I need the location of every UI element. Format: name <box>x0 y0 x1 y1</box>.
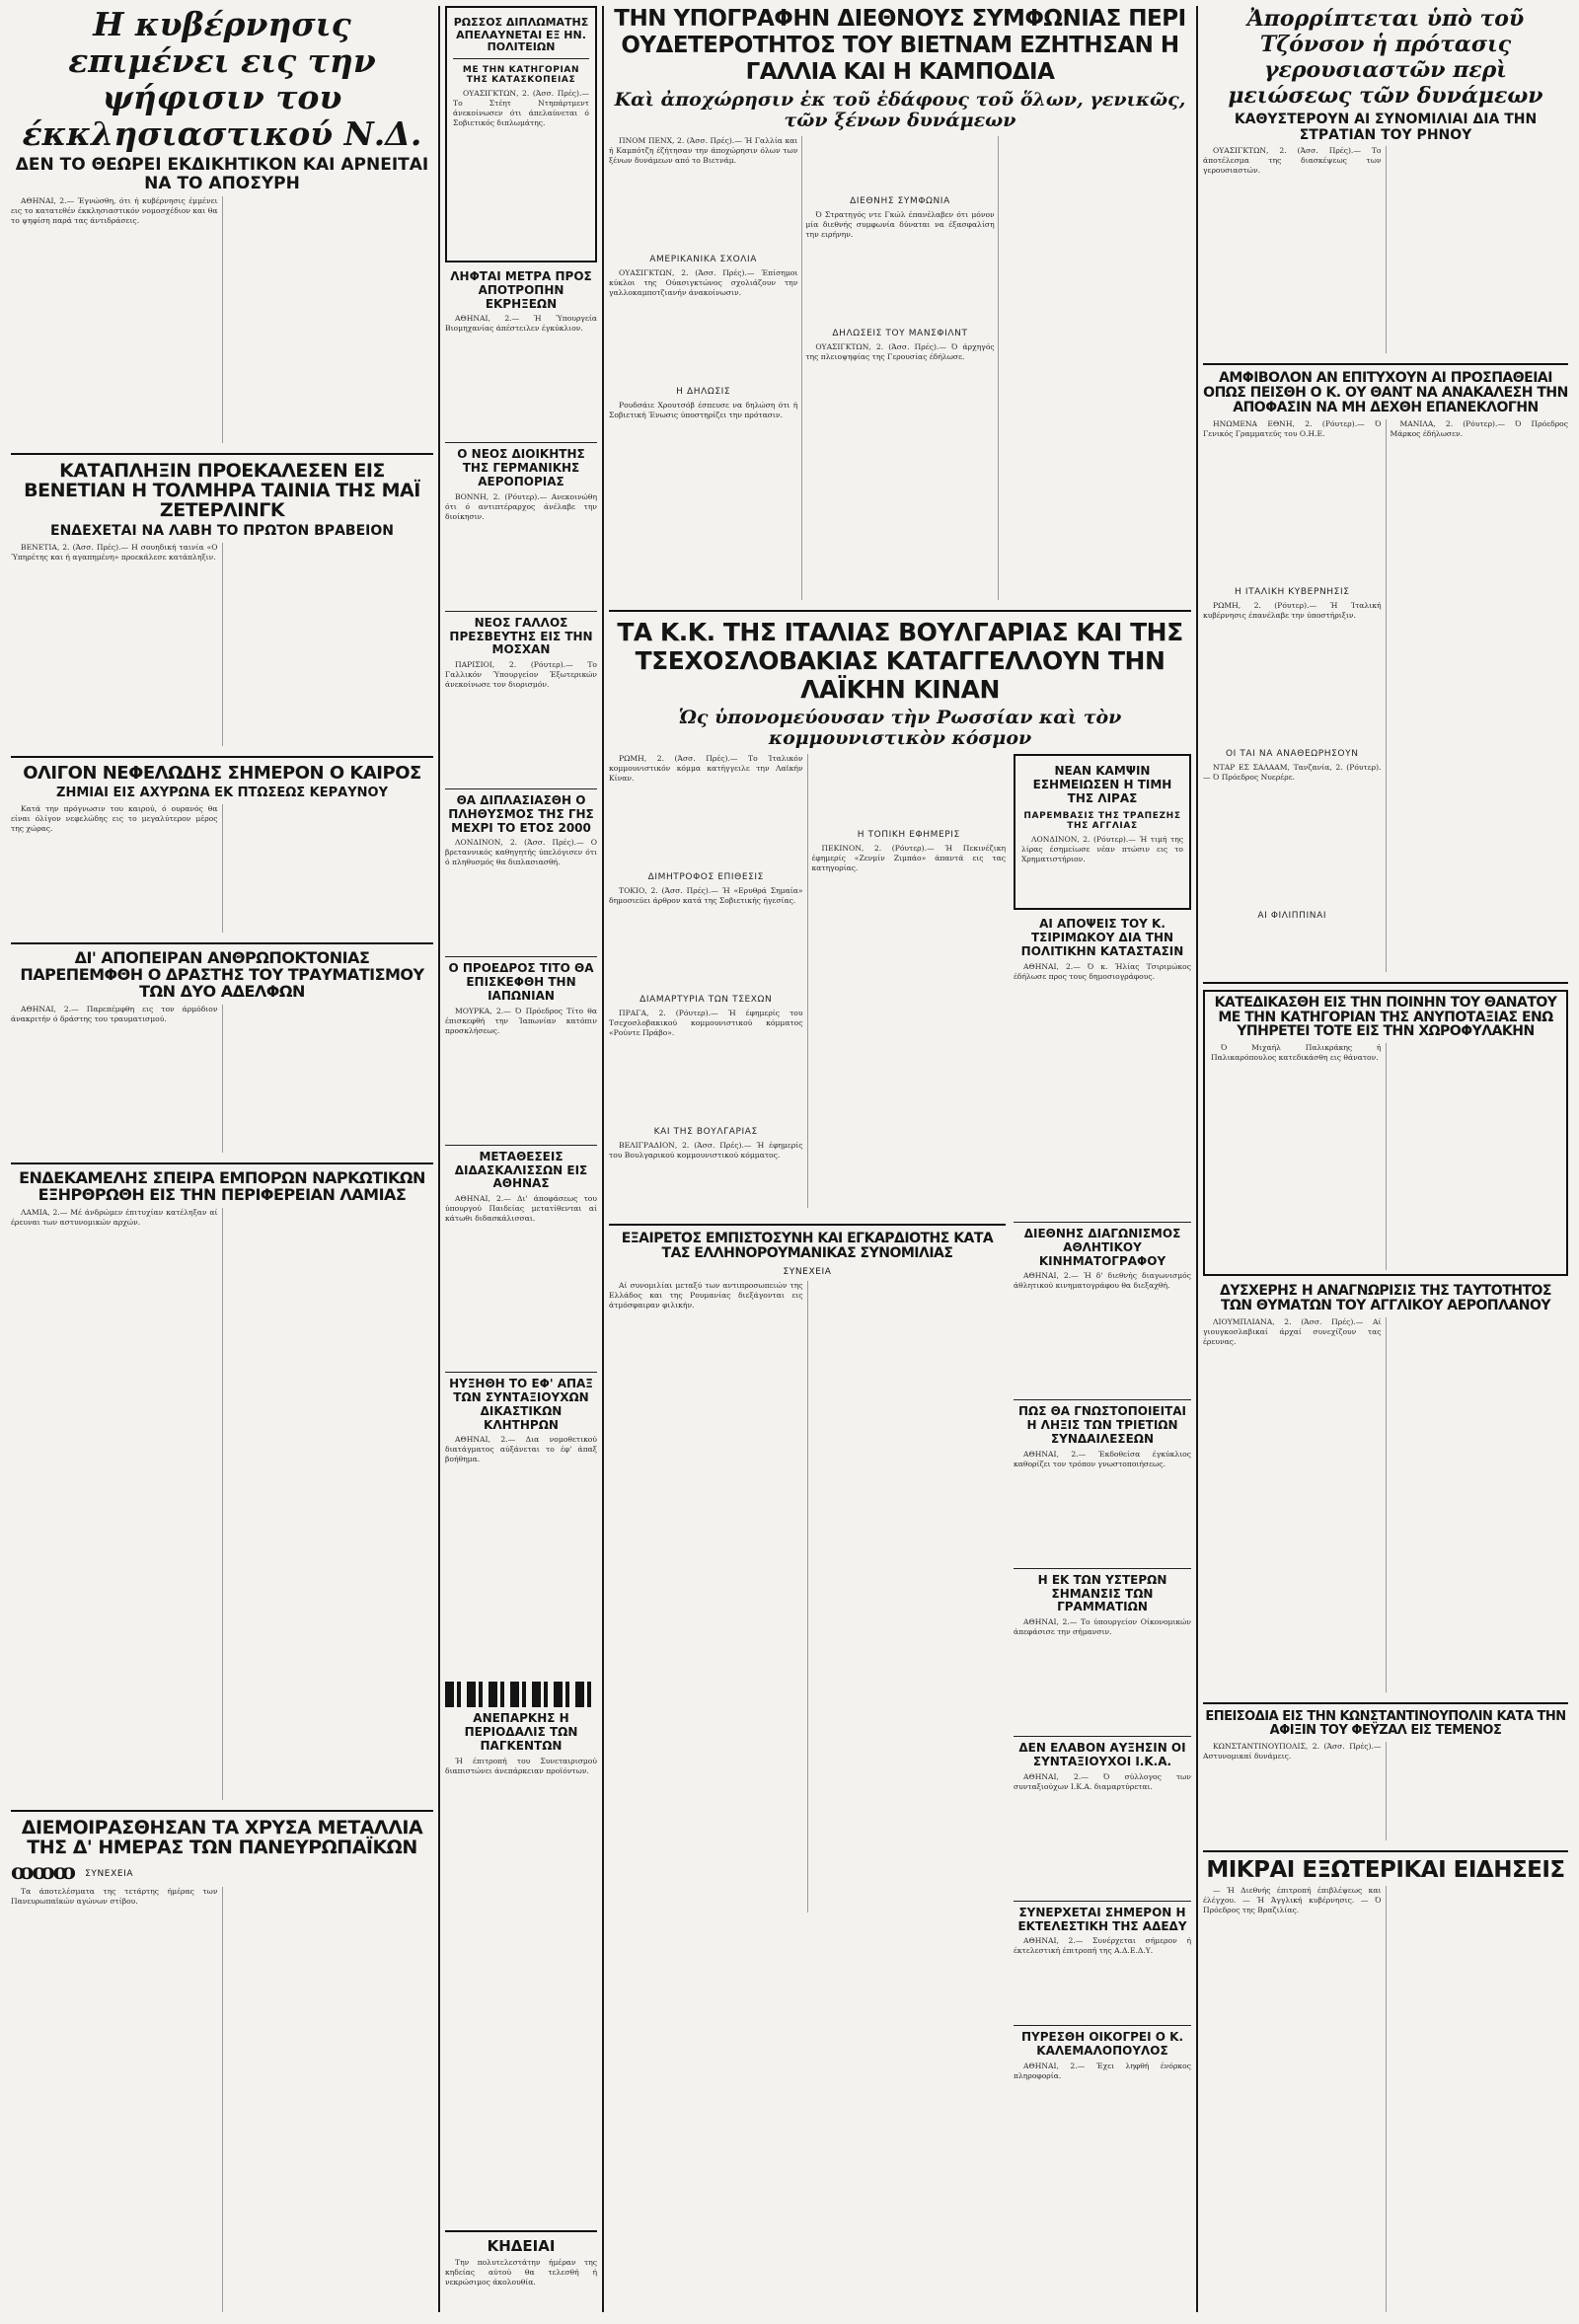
article-body: ΑΘΗΝΑΙ, 2.— Έχει ληφθή ένόρκος πληροφορία. <box>1014 2062 1191 2081</box>
article-u-thant <box>1203 371 1568 971</box>
article-adedy <box>1014 1907 1191 2016</box>
article-body: ΑΘΗΝΑΙ, 2.— Ό κ. Ήλίας Τσιριμώκος έδήλωσε προς τους δημοσιογράφους. <box>1014 961 1191 981</box>
article-body: — Ή Διεθνής έπιτροπή έπιβλέψεως και έλέγχου. — Ή Άγγλική κυβέρνησις. — Ό Πρόεδρος της Βραζιλίας. <box>1203 1885 1382 1914</box>
headline: ΘΑ ΔΙΠΛΑΣΙΑΣΘΗ Ο ΠΛΗΘΥΣΜΟΣ ΤΗΣ ΓΗΣ ΜΕΧΡΙ ΤΟ ΕΤΟΣ 2000 <box>448 793 594 835</box>
decorative-banner <box>445 1682 597 1707</box>
article-explosion-measures <box>445 270 597 432</box>
article-kalemalopoulos <box>1014 2031 1191 2121</box>
article-german-airforce <box>445 448 597 600</box>
article-body: ΛΟΝΔΙΝΟΝ, 2. (Ρόυτερ).— Ή τιμή της λίρας έσημείωσε νέαν πτώσιν εις το Χρηματιστήριον. <box>1021 835 1183 864</box>
article-body: ΑΘΗΝΑΙ, 2.— Δι' άποφάσεως του ύπουργού Παιδείας μετατίθενται αί κάτωθι διδασκάλισσαι. <box>445 1194 597 1224</box>
article-china-denounced <box>609 618 1191 1208</box>
article-body: ΑΘΗΝΑΙ, 2.— Παρεπέμφθη εις τον άρμόδιον άνακριτήν ό δράστης του τραυματισμού. <box>11 1004 218 1023</box>
article-body: ΟΥΑΣΙΓΚΤΩΝ, 2. (Άσσ. Πρές).— Το άποτέλεσμα της διασκέψεως των γερουσιαστών. <box>1203 146 1382 176</box>
headline: ΛΗΦΤΑΙ ΜΕΤΡΑ ΠΡΟΣ ΑΠΟΤΡΟΠΗΝ ΕΚΡΗΞΕΩΝ <box>450 268 592 311</box>
subheadline: ΖΗΜΙΑΙ ΕΙΣ ΑΧΥΡΩΝΑ ΕΚ ΠΤΩΣΕΩΣ ΚΕΡΑΥΝΟΥ <box>56 786 388 801</box>
headline: Ο ΠΡΟΕΔΡΟΣ ΤΙΤΟ ΘΑ ΕΠΙΣΚΕΦΘΗ ΤΗΝ ΙΑΠΩΝΙΑΝ <box>448 961 594 1004</box>
article-short-foreign-news <box>1203 1858 1568 2313</box>
subheadline: ΔΕΝ ΤΟ ΘΕΩΡΕΙ ΕΚΔΙΚΗΤΙΚΟΝ ΚΑΙ ΑΡΝΕΙΤΑΙ ΝΑ ΤΟ ΑΠΟΣΥΡΗ <box>15 155 429 194</box>
article-population <box>445 794 597 946</box>
headline: ΔΥΣΧΕΡΗΣ Η ΑΝΑΓΝΩΡΙΣΙΣ ΤΗΣ ΤΑΥΤΟΤΗΤΟΣ ΤΩΝ ΘΥΜΑΤΩΝ ΤΟΥ ΑΓΓΛΙΚΟΥ ΑΕΡΟΠΛΑΝΟΥ <box>1220 1283 1551 1314</box>
article-death-sentence <box>1203 990 1568 1276</box>
article-ika-pensioners <box>1014 1742 1191 1891</box>
article-body: ΒΕΝΕΤΙΑ, 2. (Άσσ. Πρές).— Η σουηδική ταινία «Ο Ύπηρέτης και ή αγαπημένη» προεκάλεσε κατάπληξιν. <box>11 543 218 562</box>
article-body: ΟΥΑΣΙΓΚΤΩΝ, 2. (Άσσ. Πρές).— Το Στέητ Ντηπάρτμεντ άνεκοίνωσεν ότι άπελαύνεται ό Σοβιετικός διπλωμάτης. <box>453 88 589 127</box>
headline: ΚΑΤΕΔΙΚΑΣΘΗ ΕΙΣ ΤΗΝ ΠΟΙΝΗΝ ΤΟΥ ΘΑΝΑΤΟΥ ΜΕ ΤΗΝ ΚΑΤΗΓΟΡΙΑΝ ΤΗΣ ΑΝΥΠΟΤΑΞΙΑΣ ΕΝΩ ΥΠΗΡΕΤΕΙ ΤΟΤΕ ΕΙΣ ΤΗΝ ΧΩΡΟΦΥΛΑΚΗΝ <box>1214 994 1557 1040</box>
article-tsirimokos <box>1014 918 1191 1188</box>
column-2 <box>440 6 602 2312</box>
headline: ΜΕΤΑΘΕΣΕΙΣ ΔΙΔΑΣΚΑΛΙΣΣΩΝ ΕΙΣ ΑΘΗΝΑΣ <box>454 1149 588 1191</box>
article-body: Την πολυτελεστάτην ήμέραν της κηδείας αύτού θα τελεσθή ή νεκρώσιμος άκολουθία. <box>445 2258 597 2287</box>
headline: ΣΥΝΕΡΧΕΤΑΙ ΣΗΜΕΡΟΝ Η ΕΚΤΕΛΕΣΤΙΚΗ ΤΗΣ ΑΔΕΔΥ <box>1017 1905 1187 1933</box>
headline: ΔΙ' ΑΠΟΠΕΙΡΑΝ ΑΝΘΡΩΠΟΚΤΟΝΙΑΣ ΠΑΡΕΠΕΜΦΘΗ Ο ΔΡΑΣΤΗΣ ΤΟΥ ΤΡΑΥΜΑΤΙΣΜΟΥ ΤΩΝ ΔΥΟ ΑΔΕΛΦΩΝ <box>20 947 424 1001</box>
article-body: ΑΘΗΝΑΙ, 2.— Το ύπουργείον Οίκονομικών άπεφάσισε την σήμανσιν. <box>1014 1617 1191 1637</box>
article-body: ΑΘΗΝΑΙ, 2.— Έκδοθείσα έγκύκλιος καθορίζει τον τρόπον γνωστοποιήσεως. <box>1014 1449 1191 1468</box>
subheadline: ΠΑΡΕΜΒΑΣΙΣ ΤΗΣ ΤΡΑΠΕΖΗΣ ΤΗΣ ΑΓΓΛΙΑΣ <box>1023 811 1181 832</box>
article-body: ΑΘΗΝΑΙ, 2.— Ό σύλλογος των συνταξιούχων Ι.Κ.Α. διαμαρτύρεται. <box>1014 1771 1191 1791</box>
article-body: ΛΟΝΔΙΝΟΝ, 2. (Άσσ. Πρές).— Ο βρεταννικός καθηγητής ύπελόγισεν ότι ό πληθυσμός θα διπλασιασθή. <box>445 838 597 867</box>
article-body: Αί συνομιλίαι μεταξύ των αντιπροσωπειών της Ελλάδος και της Ρουμανίας διεξάγονται εις άτμόσφαιραν φιλικήν. <box>609 1280 803 1310</box>
article-body: ΚΩΝΣΤΑΝΤΙΝΟΥΠΟΛΙΣ, 2. (Άσσ. Πρές).— Αστυνομικαί δυνάμεις. <box>1203 1741 1382 1761</box>
newspaper-page <box>6 6 1573 2312</box>
headline: ΔΙΕΜΟΙΡΑΣΘΗΣΑΝ ΤΑ ΧΡΥΣΑ ΜΕΤΑΛΛΙΑ ΤΗΣ Δ' ΗΜΕΡΑΣ ΤΩΝ ΠΑΝΕΥΡΩΠΑΪΚΩΝ <box>21 1816 423 1858</box>
article-body: ΑΘΗΝΑΙ, 2.— Δια νομοθετικού διατάγματος αύξάνεται το έφ' άπαξ βοήθημα. <box>445 1435 597 1464</box>
article-greek-romanian-talks <box>609 1232 1006 1912</box>
headline: ΕΠΕΙΣΟΔΙΑ ΕΙΣ ΤΗΝ ΚΩΝΣΤΑΝΤΙΝΟΥΠΟΛΙΝ ΚΑΤΑ ΤΗΝ ΑΦΙΞΙΝ ΤΟΥ ΦΕΫΖΑΛ ΕΙΣ ΤΕΜΕΝΟΣ <box>1205 1708 1566 1738</box>
headline: ΟΛΙΓΟΝ ΝΕΦΕΛΩΔΗΣ ΣΗΜΕΡΟΝ Ο ΚΑΙΡΟΣ <box>23 763 421 785</box>
headline: Η ΕΚ ΤΩΝ ΥΣΤΕΡΩΝ ΣΗΜΑΝΣΙΣ ΤΩΝ ΓΡΑΜΜΑΤΙΩΝ <box>1037 1572 1167 1614</box>
deck: Καὶ ἀποχώρησιν ἐκ τοῦ ἐδάφους τοῦ ὅλων, γενικῶς, τῶν ξένων δυνάμεων <box>614 89 1186 131</box>
article-venice-film <box>11 461 433 746</box>
headline: Ο ΝΕΟΣ ΔΙΟΙΚΗΤΗΣ ΤΗΣ ΓΕΡΜΑΝΙΚΗΣ ΑΕΡΟΠΟΡΙΑΣ <box>457 447 585 488</box>
headline: Η κυβέρνησις επιμένει εις την ψήφισιν του έκκλησιαστικού Ν.Δ. <box>22 6 422 153</box>
article-court-clerks <box>445 1378 597 1672</box>
headline: ΕΞΑΙΡΕΤΟΣ ΕΜΠΙΣΤΟΣΥΝΗ ΚΑΙ ΕΓΚΑΡΔΙΟΤΗΣ ΚΑΤΑ ΤΑΣ ΕΛΛΗΝΟΡΟΥΜΑΝΙΚΑΣ ΣΥΝΟΜΙΛΙΑΣ <box>621 1231 994 1261</box>
article-vietnam-neutrality <box>609 6 1191 600</box>
article-body: ΒΟΝΝΗ, 2. (Ρόυτερ).— Ανεκοινώθη ότι ό αντιπτέραρχος άνέλαβε την διοίκησιν. <box>445 491 597 521</box>
article-funerals <box>445 2238 597 2312</box>
headline: ΕΝΔΕΚΑΜΕΛΗΣ ΣΠΕΙΡΑ ΕΜΠΟΡΩΝ ΝΑΡΚΩΤΙΚΩΝ ΕΞΗΡΘΡΩΘΗ ΕΙΣ ΤΗΝ ΠΕΡΙΦΕΡΕΙΑΝ ΛΑΜΙΑΣ <box>19 1167 425 1204</box>
headline: ΡΩΣΣΟΣ ΔΙΠΛΩΜΑΤΗΣ ΑΠΕΛΑΥΝΕΤΑΙ ΕΞ ΗΝ. ΠΟΛΙΤΕΙΩΝ <box>453 16 589 54</box>
column-4 <box>1198 6 1573 2312</box>
article-lira <box>1014 754 1191 910</box>
article-drug-ring <box>11 1167 433 1800</box>
headline: ΗΥΞΗΘΗ ΤΟ ΕΦ' ΑΠΑΞ ΤΩΝ ΣΥΝΤΑΞΙΟΥΧΩΝ ΔΙΚΑΣΤΙΚΩΝ ΚΛΗΤΗΡΩΝ <box>449 1377 593 1432</box>
article-shortages <box>445 1712 597 2219</box>
subheadline: ΕΝΔΕΧΕΤΑΙ ΝΑ ΛΑΒΗ ΤΟ ΠΡΩΤΟΝ ΒΡΑΒΕΙΟΝ <box>50 523 394 540</box>
article-church-bill <box>11 6 433 443</box>
article-johnson-rejects <box>1203 6 1568 353</box>
headline: ΑΝΕΠΑΡΚΗΣ Η ΠΕΡΙΟΔΑΛΙΣ ΤΩΝ ΠΑΓΚΕΝΤΩΝ <box>464 1711 578 1754</box>
article-body: ΠΑΡΙΣΙΟΙ, 2. (Ρόυτερ).— Το Γαλλικόν Ύπουργείον Έξωτερικών άνεκοίνωσε τον διορισμόν. <box>445 660 597 690</box>
headline: ΝΕΟΣ ΓΑΛΛΟΣ ΠΡΕΣΒΕΥΤΗΣ ΕΙΣ ΤΗΝ ΜΟΣΧΑΝ <box>449 615 593 657</box>
section-label: ΣΥΝΕΧΕΙΑ <box>783 1266 832 1277</box>
article-body: ΜΟΥΡΚΑ, 2.— Ό Πρόεδρος Τίτο θα έπισκεφθή την Ίαπωνίαν κατόπιν προσκλήσεως. <box>445 1006 597 1035</box>
article-body: Ό Μιχαήλ Παλικράκης ή Παλικαρόπουλος κατεδικάσθη εις θάνατον. <box>1211 1043 1382 1063</box>
subheadline: ΜΕ ΤΗΝ ΚΑΤΗΓΟΡΙΑΝ ΤΗΣ ΚΑΤΑΣΚΟΠΕΙΑΣ <box>462 64 580 85</box>
subheadline: ΚΑΘΥΣΤΕΡΟΥΝ ΑΙ ΣΥΝΟΜΙΛΙΑΙ ΔΙΑ ΤΗΝ ΣΤΡΑΤΙΑΝ ΤΟΥ ΡΗΝΟΥ <box>1234 112 1538 143</box>
headline: ΜΙΚΡΑΙ ΕΞΩΤΕΡΙΚΑΙ ΕΙΔΗΣΕΙΣ <box>1206 1856 1565 1883</box>
article-weather <box>11 764 433 933</box>
article-tito-japan <box>445 962 597 1134</box>
column-1 <box>6 6 438 2312</box>
article-moscow-ambassador <box>445 617 597 779</box>
column-3 <box>604 6 1196 2312</box>
article-pan-european-games <box>11 1818 433 2313</box>
article-body: ΡΩΜΗ, 2. (Άσσ. Πρές).— Το Ίταλικόν κομμουνιστικόν κόμμα κατήγγειλε την Λαϊκήν Κίναν. ΔΙΜΗΤΡΟΦΟΣ ΕΠΙΘΕΣΙΣ ΤΟΚΙΟ, 2. (Άσσ. Πρές).— Ή «Ερυθρά Σημαία» δημοσιεύει άρθρον κατά της Σοβιετικής ήγεσίας. ΔΙΑΜΑΡΤΥΡΙΑ ΤΩΝ ΤΣΕΧΩΝ ΠΡΑΓΑ, 2. (Ρόυτερ).— Ή έφημερίς του Τσεχοσλοβακικού κομμουνιστικού κόμματος «Ρούντε Πράβο». ΚΑΙ ΤΗΣ ΒΟΥΛΓΑΡΙΑΣ ΒΕΛΙΓΡΑΔΙΟΝ, 2. (Άσσ. Πρές).— Ή έφημερίς του Βουλγαρικού κομμουνιστικού κόμματος. Η ΤΟΠΙΚΗ ΕΦΗΜΕΡΙΣ ΠΕΚΙΝΟΝ, 2. (Ρόυτερ).— Ή Πεκινέζικη έφημερίς «Ζενμίν Ζιμπάο» άπαντά εις τας κατηγορίας. <box>609 754 1006 1161</box>
headline: ΤΗΝ ΥΠΟΓΡΑΦΗΝ ΔΙΕΘΝΟΥΣ ΣΥΜΦΩΝΙΑΣ ΠΕΡΙ ΟΥΔΕΤΕΡΟΤΗΤΟΣ ΤΟΥ ΒΙΕΤΝΑΜ ΕΖΗΤΗΣΑΝ Η ΓΑΛΛΙΑ ΚΑΙ Η ΚΑΜΠΟΔΙΑ <box>614 6 1186 85</box>
article-body: Τα άποτελέσματα της τετάρτης ήμέρας των Πανευρωπαϊκών αγώνων στίβου. <box>11 1886 218 1906</box>
article-russian-diplomat <box>445 6 597 262</box>
article-plane-victims <box>1203 1284 1568 1692</box>
article-body: ΗΝΩΜΕΝΑ ΕΘΝΗ, 2. (Ρόυτερ).— Ό Γενικός Γραμματεύς του Ο.Η.Ε. Η ΙΤΑΛΙΚΗ ΚΥΒΕΡΝΗΣΙΣ ΡΩΜΗ, 2. (Ρόυτερ).— Ή Ίταλική κυβέρνησις έπανέλαβε την ύποστήριξιν. ΟΙ ΤΑΙ ΝΑ ΑΝΑΘΕΩΡΗΣΟΥΝ ΝΤΑΡ ΕΣ ΣΑΛΑΑΜ, Τανζανία, 2. (Ρόυτερ).— Ό Πρόεδρος Νυερέρε. ΑΙ ΦΙΛΙΠΠΙΝΑΙ ΜΑΝΙΛΑ, 2. (Ρόυτερ).— Ό Πρόεδρος Μάρκος έδήλωσεν. <box>1203 418 1568 921</box>
article-body: ΑΘΗΝΑΙ, 2.— Συνέρχεται σήμερον ή έκτελεστική έπιτροπή της Α.Δ.Ε.Δ.Υ. <box>1014 1936 1191 1956</box>
article-body: ΠΝΟΜ ΠΕΝΧ, 2. (Άσσ. Πρές).— Ή Γαλλία και ή Καμπότζη έζήτησαν την άποχώρησιν όλων των ξένων δυνάμεων από το Βιετνάμ. ΑΜΕΡΙΚΑΝΙΚΑ ΣΧΟΛΙΑ ΟΥΑΣΙΓΚΤΩΝ, 2. (Άσσ. Πρές).— Έπίσημοι κύκλοι της Ούασιγκτώνος σχολιάζουν την γαλλοκαμποτζιανήν άνακοίνωσιν. Η ΔΗΛΩΣΙΣ Ρουδσάιε Χρουτσόβ έσπευσε να δηλώση ότι ή Σοβιετική Ένωσις ύποστηρίζει την πρότασιν. ΔΙΕΘΝΗΣ ΣΥΜΦΩΝΙΑ Ό Στρατηγός ντε Γκώλ έπανέλαβεν ότι μόνον μία διεθνής συμφωνία δύναται να έξασφαλίση την ειρήνην. ΔΗΛΩΣΕΙΣ ΤΟΥ ΜΑΝΣΦΙΛΝΤ ΟΥΑΣΙΓΚΤΩΝ, 2. (Άσσ. Πρές).— Ό άρχηγός της πλειοψηφίας της Γερουσίας έδήλωσε. <box>609 136 995 420</box>
article-body: ΛΑΜΙΑ, 2.— Μέ άνδρώμεν έπιτυχίαν κατέληξαν αί έρευναι των αστυνομικών αρχών. <box>11 1207 218 1227</box>
games-ornament-icon: ꝏꝏꝏ <box>11 1858 74 1885</box>
deck: Ὡς ὑπονομεύουσαν τὴν Ρωσσίαν καὶ τὸν κομμουνιστικὸν κόσμον <box>678 707 1122 749</box>
article-body: ΑΘΗΝΑΙ, 2.— Ή δ' διεθνής διαγωνισμός άθλητικού κινηματογράφου θα διεξαχθή. <box>1014 1271 1191 1291</box>
article-bond-marking <box>1014 1574 1191 1726</box>
article-three-year-terms <box>1014 1405 1191 1557</box>
article-body: ΛΙΟΥΜΠΛΙΑΝΑ, 2. (Άσσ. Πρές).— Αί γιουγκοσλαβικαί άρχαί συνεχίζουν τας έρευνας. <box>1203 1316 1382 1346</box>
article-body: ΑΘΗΝΑΙ, 2.— Έγνώσθη, ότι ή κυβέρνησις έμμένει εις το κατατεθέν έκκλησιαστικόν νομοσχέδιον και θα το ψηφίση παρά τας άντιδράσεις. <box>11 196 218 226</box>
headline: ΔΕΝ ΕΛΑΒΟΝ ΑΥΞΗΣΙΝ ΟΙ ΣΥΝΤΑΞΙΟΥΧΟΙ Ι.Κ.Α. <box>1018 1741 1186 1769</box>
article-sports-cinema <box>1014 1228 1191 1389</box>
headline: ΠΥΡΕΣΘΗ ΟΙΚΟΓΡΕΙ Ο Κ. ΚΑΛΕΜΑΛΟΠΟΥΛΟΣ <box>1020 2030 1184 2059</box>
headline: ΝΕΑΝ ΚΑΜΨΙΝ ΕΣΗΜΕΙΩΣΕΝ Η ΤΙΜΗ ΤΗΣ ΛΙΡΑΣ <box>1032 764 1172 805</box>
headline: ΤΑ Κ.Κ. ΤΗΣ ΙΤΑΛΙΑΣ ΒΟΥΛΓΑΡΙΑΣ ΚΑΙ ΤΗΣ ΤΣΕΧΟΣΛΟΒΑΚΙΑΣ ΚΑΤΑΓΓΕΛΛΟΥΝ ΤΗΝ ΛΑΪΚΗΝ ΚΙΝΑΝ <box>617 618 1183 705</box>
headline: ΚΑΤΑΠΛΗΞΙΝ ΠΡΟΕΚΑΛΕΣΕΝ ΕΙΣ ΒΕΝΕΤΙΑΝ Η ΤΟΛΜΗΡΑ ΤΑΙΝΙΑ ΤΗΣ ΜΑΪ ΖΕΤΕΡΛΙΝΓΚ <box>24 460 420 522</box>
headline: ΠΩΣ ΘΑ ΓΝΩΣΤΟΠΟΙΕΙΤΑΙ Η ΛΗΞΙΣ ΤΩΝ ΤΡΙΕΤΙΩΝ ΣΥΝΔΑΙΛΕΣΕΩΝ <box>1017 1404 1187 1447</box>
article-attempted-murder <box>11 947 433 1153</box>
headline: ΑΙ ΑΠΟΨΕΙΣ ΤΟΥ Κ. ΤΣΙΡΙΜΩΚΟΥ ΔΙΑ ΤΗΝ ΠΟΛΙΤΙΚΗΝ ΚΑΤΑΣΤΑΣΙΝ <box>1020 917 1184 959</box>
article-body: Ή έπιτροπή του Συνεταιρισμού διαπιστώνει άνεπάρκειαν προϊόντων. <box>445 1756 597 1775</box>
headline: ΚΗΔΕΙΑΙ <box>487 2236 556 2255</box>
article-istanbul-incidents <box>1203 1710 1568 1840</box>
article-body: Κατά την πρόγνωσιν του καιρού, ό ουρανός θα είναι όλίγον νεφελώδης εις το μεγαλύτερον μέρος της χώρας. <box>11 803 218 833</box>
article-body: ΑΘΗΝΑΙ, 2.— Ή Ύπουργεία Βιομηχανίας άπέστειλεν έγκύκλιον. <box>445 314 597 334</box>
headline: Ἀπορρίπτεται ὑπὸ τοῦ Τζόνσον ἡ πρότασις γερουσιαστῶν περὶ μειώσεως τῶν δυνάμεων <box>1228 6 1543 109</box>
article-teacher-transfers <box>445 1151 597 1362</box>
headline: ΑΜΦΙΒΟΛΟΝ ΑΝ ΕΠΙΤΥΧΟΥΝ ΑΙ ΠΡΟΣΠΑΘΕΙΑΙ ΟΠΩΣ ΠΕΙΣΘΗ Ο Κ. ΟΥ ΘΑΝΤ ΝΑ ΑΝΑΚΑΛΕΣΗ ΤΗΝ ΑΠΟΦΑΣΙΝ ΝΑ ΜΗ ΔΕΧΘΗ ΕΠΑΝΕΚΛΟΓΗΝ <box>1203 370 1568 415</box>
section-label: ΣΥΝΕΧΕΙΑ <box>85 1869 134 1880</box>
headline: ΔΙΕΘΝΗΣ ΔΙΑΓΩΝΙΣΜΟΣ ΑΘΛΗΤΙΚΟΥ ΚΙΝΗΜΑΤΟΓΡΑΦΟΥ <box>1023 1227 1181 1268</box>
